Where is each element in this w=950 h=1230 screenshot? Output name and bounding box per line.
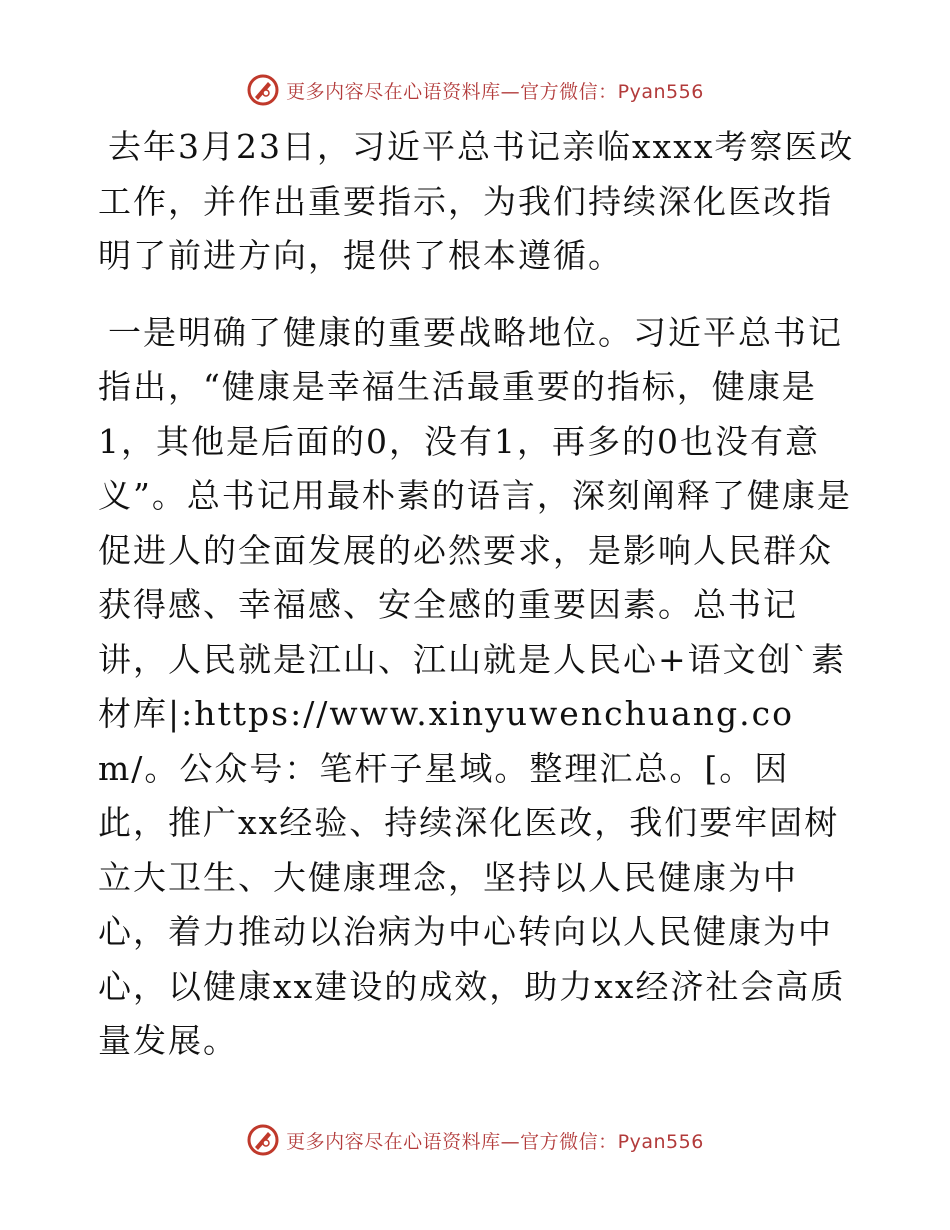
header-banner <box>0 72 950 108</box>
footer-banner <box>0 1122 950 1158</box>
brand-logo-icon <box>246 73 280 107</box>
document-body <box>98 120 858 1069</box>
paragraph-point-one: 一是明确了健康的重要战略地位。习近平总书记指出，“健康是幸福生活最重要的指标，健康是1，其他是后面的0，没有1，再多的0也没有意义”。总书记用最朴素的语言，深刻阐释了健康是促进人的全面发展的必然要求，是影响人民群众获得感、幸福感、安全感的重要因素。总书记讲，人民就是江山、江山就是人民心+语文创`素材库|:https://www.xinyuwenchuang.com/。公众号：笔杆子星域。整理汇总。[。因此，推广xx经验、持续深化医改，我们要牢固树立大卫生、大健康理念，坚持以人民健康为中心，着力推动以治病为中心转向以人民健康为中心，以健康xx建设的成效，助力xx经济社会高质量发展。 <box>98 312 852 1060</box>
paragraph-intro: 去年3月23日，习近平总书记亲临xxxx考察医改工作，并作出重要指示，为我们持续深化医改指明了前进方向，提供了根本遵循。 <box>98 127 855 275</box>
brand-logo-icon <box>246 1123 280 1157</box>
footer-banner-text: 更多内容尽在心语资料库—官方微信：Pyan556 <box>286 1130 704 1153</box>
header-banner-text: 更多内容尽在心语资料库—官方微信：Pyan556 <box>286 80 704 103</box>
